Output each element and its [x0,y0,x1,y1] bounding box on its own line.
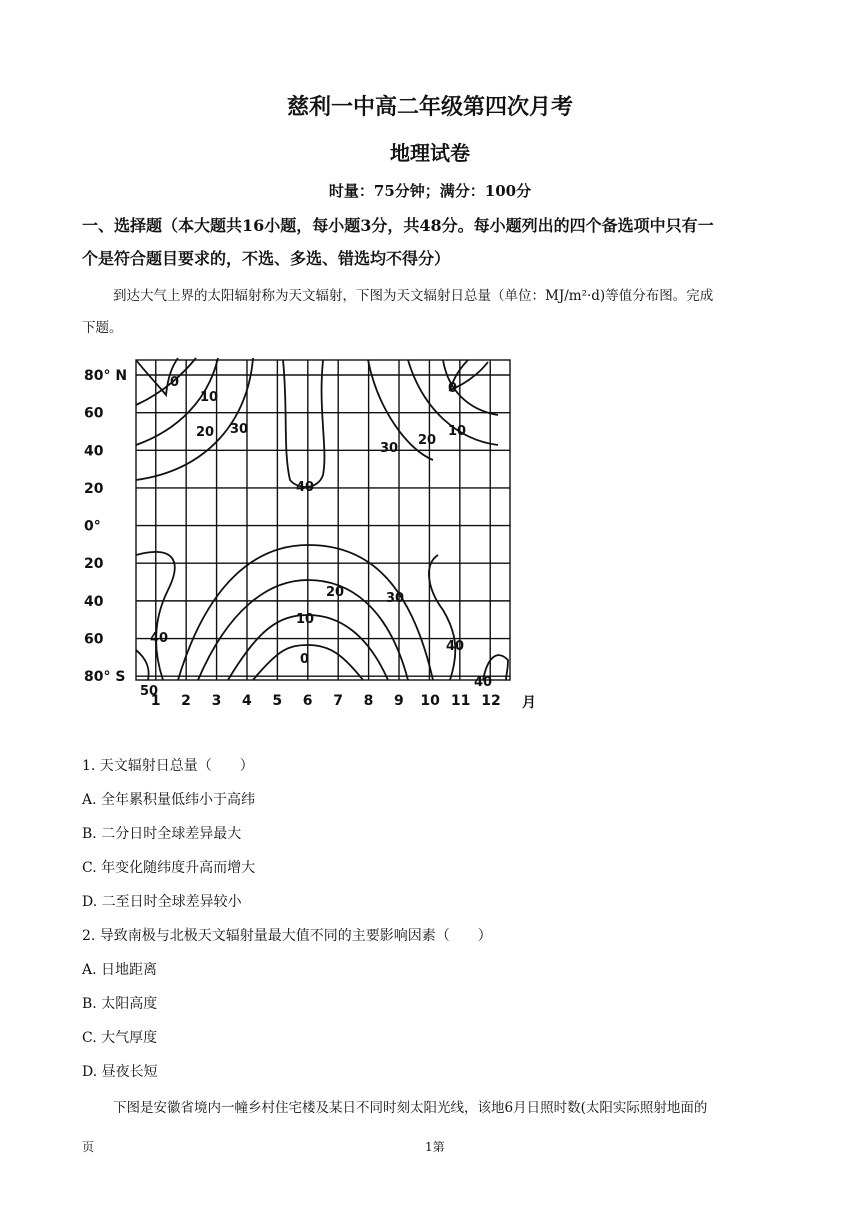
contour-value-label: 50 [140,684,159,699]
contour-value-label: 30 [230,422,249,437]
y-tick-label: 60 [84,405,104,422]
y-tick-label: 60 [84,631,104,648]
contour-40-north [283,360,324,487]
question-2-option-d[interactable]: D. 昼夜长短 [82,1064,158,1080]
contour-value-label: 30 [380,441,399,456]
question-2-option-b[interactable]: B. 太阳高度 [82,996,158,1012]
contour-value-label: 30 [386,591,405,606]
contour-value-label: 10 [448,424,467,439]
y-tick-label: 20 [84,480,104,497]
subject-title: 地理试卷 [390,141,470,165]
question-1-stem: 1. 天文辐射日总量（ ） [82,758,254,774]
x-tick-label: 4 [241,693,252,709]
contour-30-north-left [136,358,253,480]
contour-value-label: 40 [296,480,315,495]
contour-value-label: 40 [150,631,169,646]
footer-left: 页 [82,1140,95,1154]
contour-value-label: 20 [418,433,437,448]
next-question-intro: 下图是安徽省境内一幢乡村住宅楼及某日不同时刻太阳光线，该地6月日照时数(太阳实际照射地面的 [113,1100,708,1116]
exam-info: 时量：75分钟；满分：100分 [328,182,532,200]
contour-value-label: 20 [326,585,345,600]
contour-40-south-right [429,555,455,680]
footer-page-number: 1第 [425,1140,445,1154]
question-1-option-d[interactable]: D. 二至日时全球差异较小 [82,894,242,910]
contour-lines [136,358,508,680]
radiation-contour-chart [78,350,548,740]
contour-value-label: 40 [474,675,493,690]
y-tick-label: 0° [84,518,101,535]
question-2-option-c[interactable]: C. 大气厚度 [82,1030,158,1046]
x-axis-unit-label: 月 [522,695,536,711]
contour-value-label: 10 [296,612,315,627]
contour-value-label: 10 [200,390,219,405]
x-tick-label: 7 [333,693,343,709]
y-tick-label: 40 [84,593,104,610]
x-axis-labels [151,693,536,711]
y-tick-label: 80° S [84,669,126,686]
contour-value-label: 20 [196,425,215,440]
x-tick-label: 1 [150,693,161,709]
y-axis-labels [84,368,127,685]
contour-value-label: 40 [446,639,465,654]
section-heading-line2: 个是符合题目要求的，不选、多选、错选均不得分） [82,249,451,268]
section-heading-line1: 一、选择题（本大题共16小题，每小题3分，共48分。每小题列出的四个备选项中只有一 [82,216,714,235]
question-2-option-a[interactable]: A. 日地距离 [82,962,158,978]
x-tick-label: 9 [394,693,404,709]
question-1-option-c[interactable]: C. 年变化随纬度升高而增大 [82,860,256,876]
x-tick-label: 6 [302,693,313,709]
contour-value-label: 0 [170,375,180,390]
y-tick-label: 80° N [84,368,128,384]
x-tick-label: 5 [272,693,283,709]
x-tick-label: 8 [363,693,374,709]
question-1-option-b[interactable]: B. 二分日时全球差异最大 [82,826,242,842]
x-tick-label: 2 [181,693,191,709]
school-title: 慈利一中高二年级第四次月考 [286,94,573,120]
question-2-stem: 2. 导致南极与北极天文辐射量最大值不同的主要影响因素（ ） [82,928,492,944]
intro-line2: 下题。 [82,320,123,336]
x-tick-label: 12 [481,693,501,709]
x-tick-label: 3 [211,693,222,709]
question-1-option-a[interactable]: A. 全年累积量低纬小于高纬 [82,792,256,808]
contour-10-north-left [136,358,196,405]
contour-labels [140,375,492,699]
contour-value-label: 0 [448,381,458,396]
x-tick-label: 11 [450,693,471,709]
contour-value-label: 0 [300,652,310,667]
intro-line1: 到达大气上界的太阳辐射称为天文辐射，下图为天文辐射日总量（单位：MJ/m²·d)等值分布图。完成 [113,288,714,304]
y-tick-label: 20 [84,556,104,573]
y-tick-label: 40 [84,443,104,460]
x-tick-label: 10 [420,693,440,709]
